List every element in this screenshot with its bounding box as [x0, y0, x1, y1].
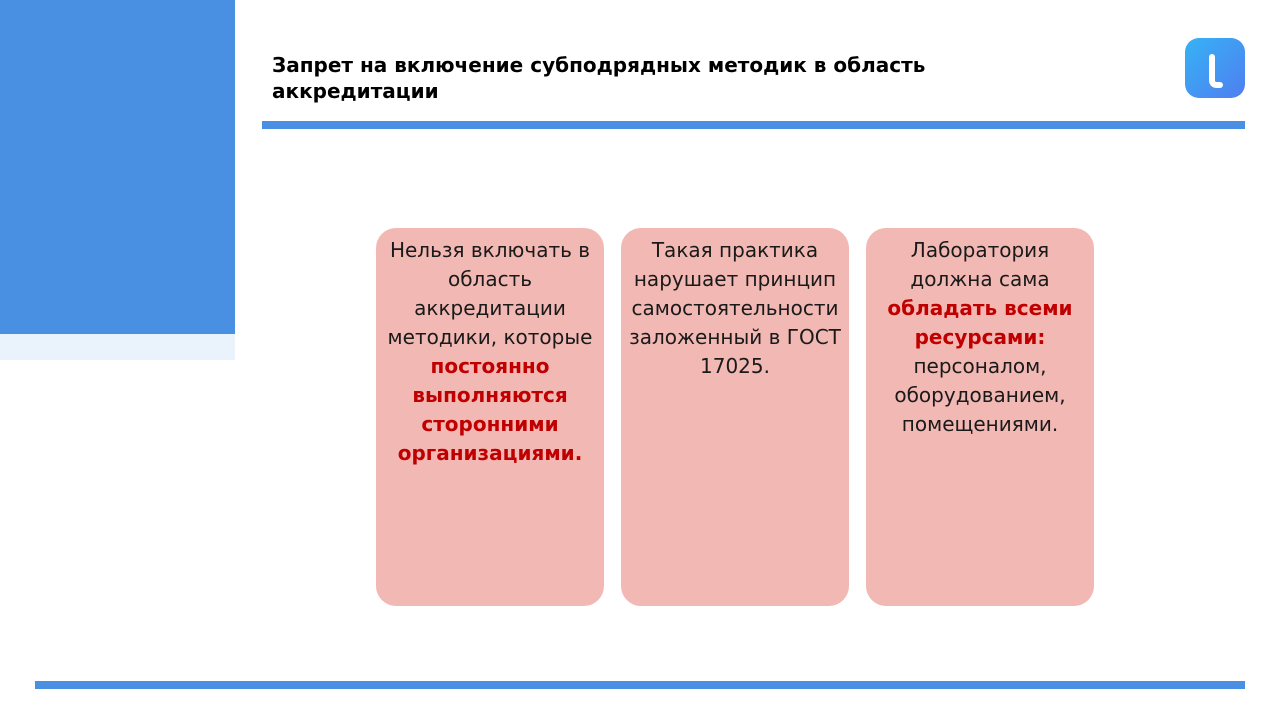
slide-title: Запрет на включение субподрядных методик в область аккредитации [272, 53, 926, 103]
footer-rule [35, 681, 1245, 689]
card-text: Лаборатория должна сама [910, 238, 1050, 291]
card-text: Нельзя включать в область аккредитации методики, которые [387, 238, 593, 349]
title-underline [262, 121, 1245, 129]
brand-logo-icon [1185, 38, 1245, 98]
decorative-side-panel-strip [0, 334, 235, 360]
info-card-resources [866, 228, 1094, 606]
card-highlight: обладать всеми ресурсами: [887, 296, 1073, 349]
decorative-side-panel [0, 0, 235, 334]
info-card-subcontract [376, 228, 604, 606]
card-text-after: персоналом, оборудованием, помещениями. [894, 354, 1066, 436]
card-text: Такая практика нарушает принцип самостоятельности заложенный в ГОСТ 17025. [629, 238, 841, 378]
info-card-independence [621, 228, 849, 606]
card-highlight: постоянно выполняются сторонними организациями. [397, 354, 583, 465]
